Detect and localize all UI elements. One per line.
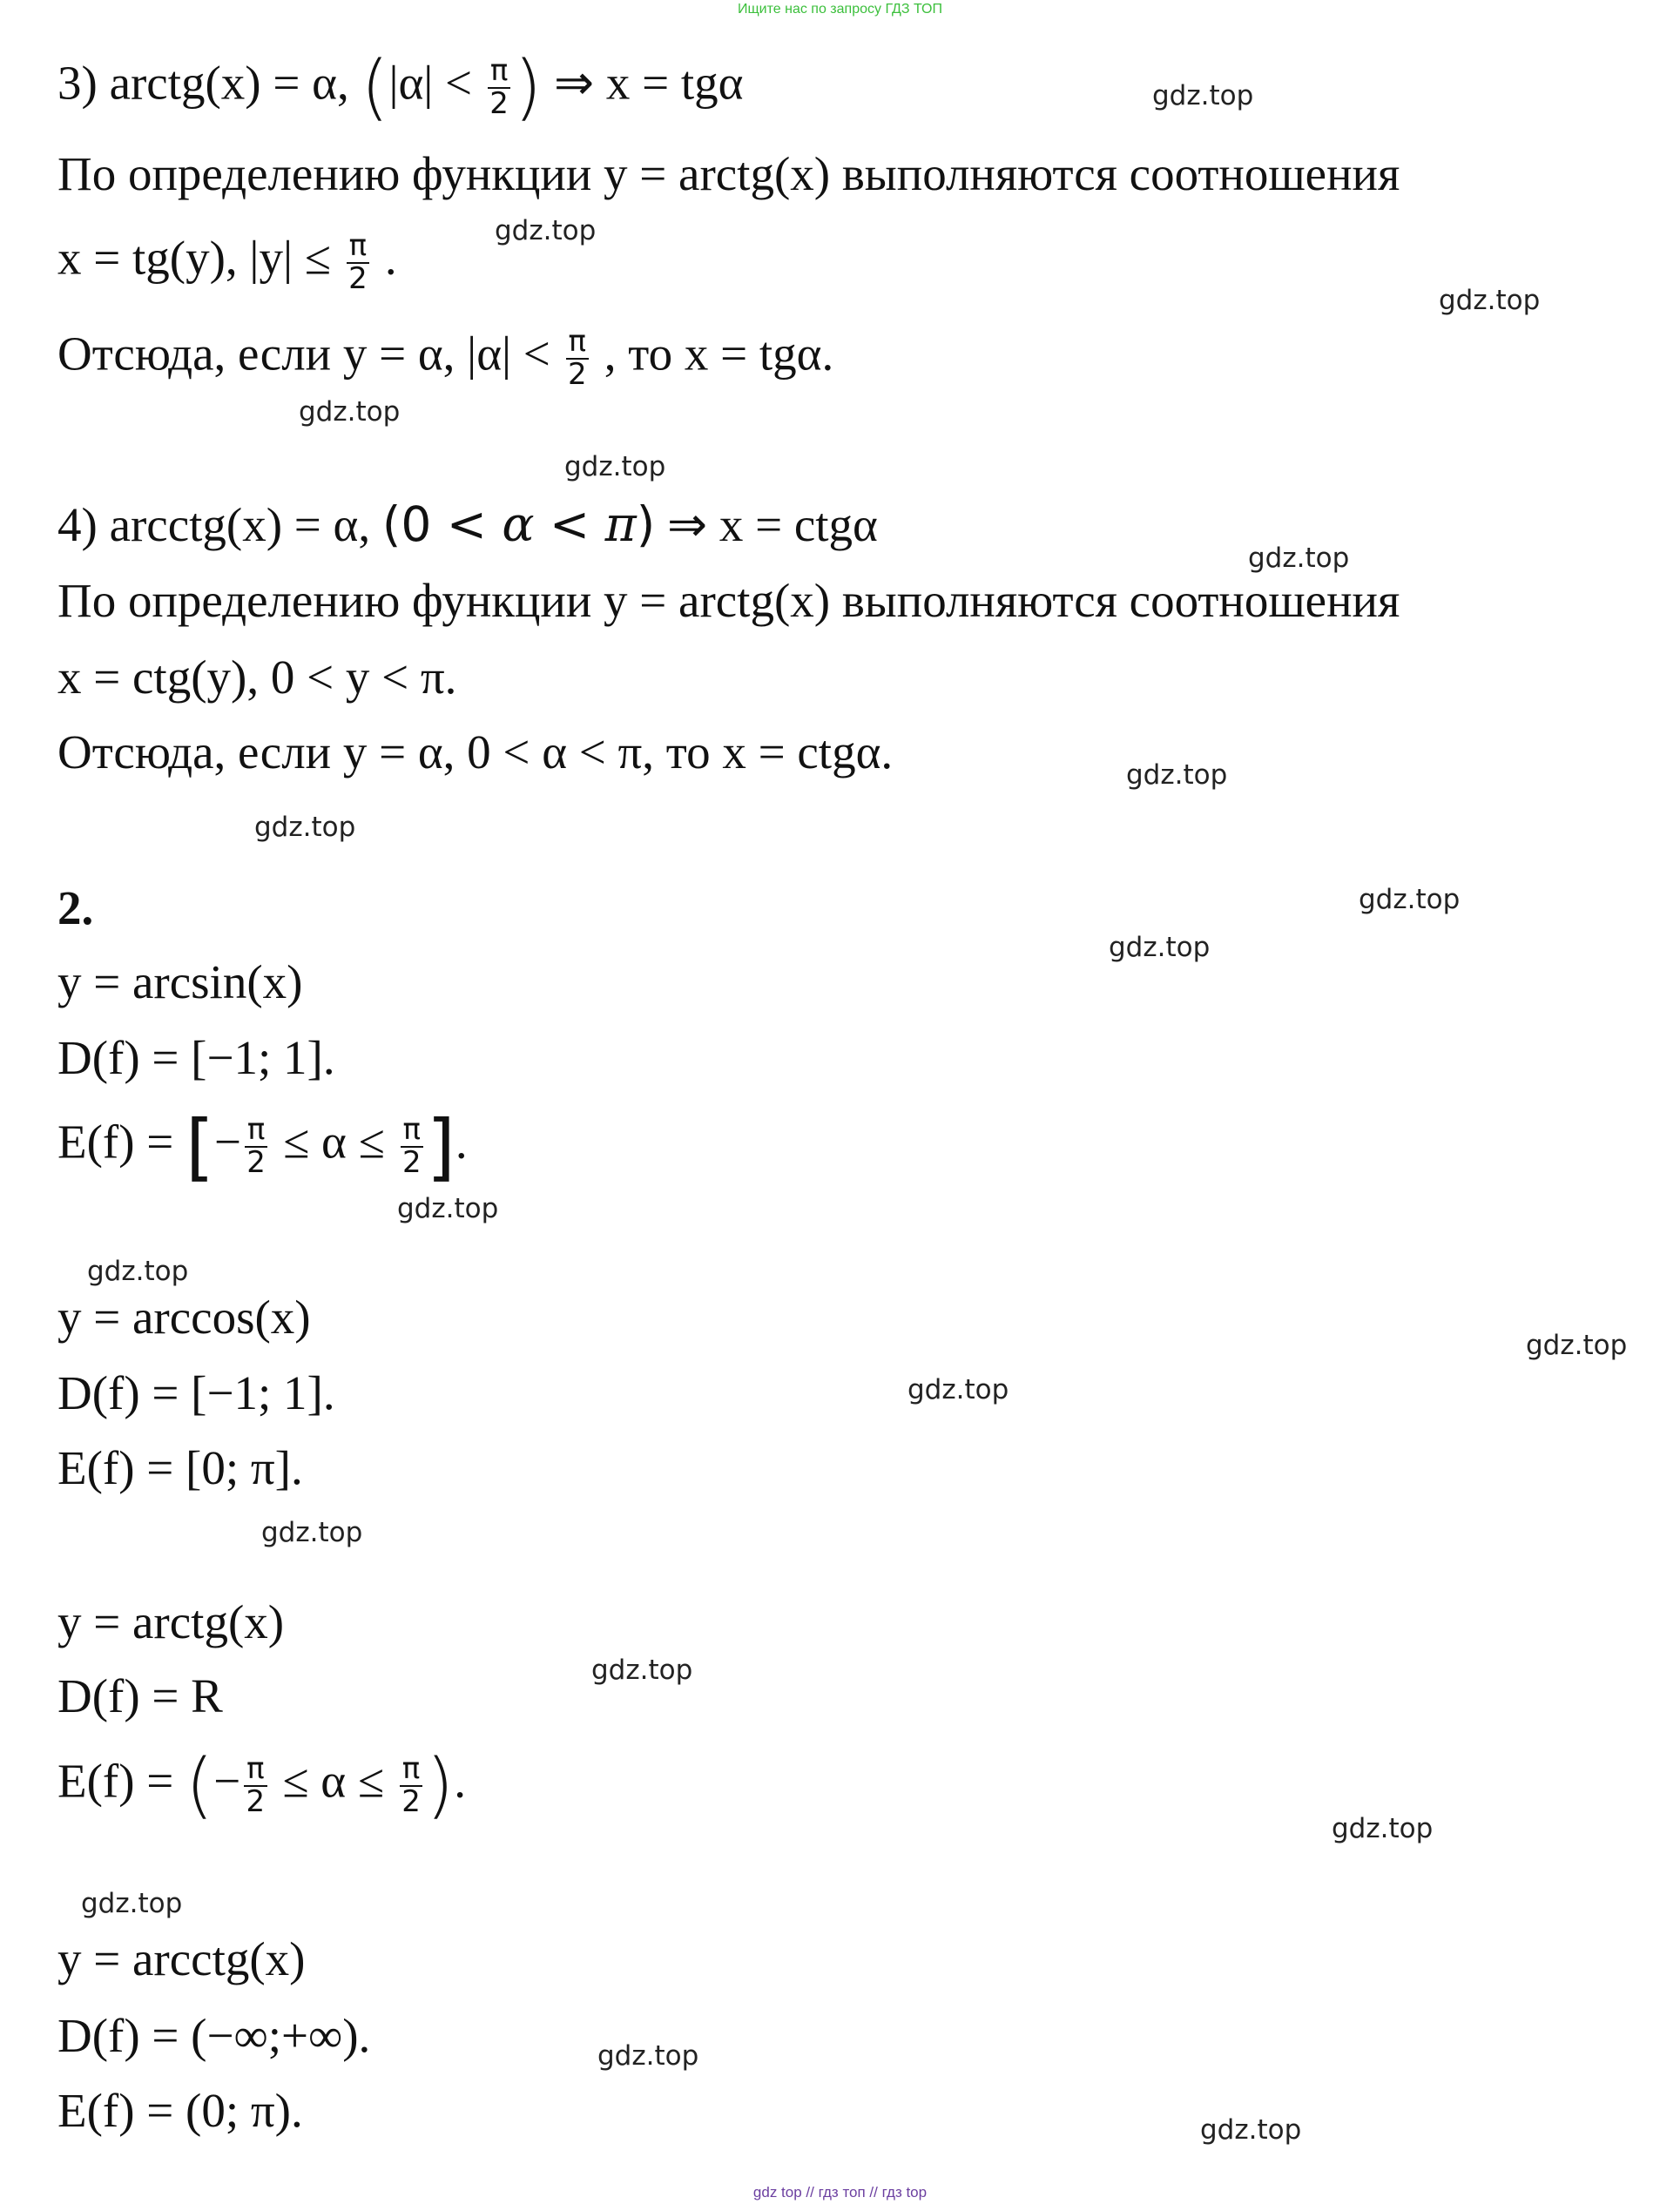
s4-relation: x = ctg(y), 0 < y < π. <box>57 650 457 704</box>
arctg-domain: D(f) = R <box>57 1669 223 1722</box>
watermark: gdz.top <box>907 1374 1009 1405</box>
watermark: gdz.top <box>299 396 401 428</box>
fraction-pi-over-2: $\frac{\pi}{2}$ <box>400 1754 422 1817</box>
watermark: gdz.top <box>81 1888 183 1919</box>
arcctg-range: E(f) = (0; π). <box>57 2084 303 2137</box>
s3-conclusion: Отсюда, если y = α, |α| < $\frac{\pi}{2}$ , то x = tgα. <box>57 324 834 392</box>
watermark: gdz.top <box>261 1517 363 1548</box>
watermark: gdz.top <box>1248 543 1350 574</box>
fraction-pi-over-2: $\frac{\pi}{2}$ <box>566 327 589 390</box>
arcsin-domain: D(f) = [−1; 1]. <box>57 1031 335 1084</box>
s4-definition: По определению функции y = arctg(x) выполняются соотношения <box>57 574 1400 627</box>
s3-formula: 3) arctg(x) = α, (|α| < $\frac{\pi}{2}$ ) ⇒ x = tgα <box>57 46 744 129</box>
fraction-pi-over-2: $\frac{\pi}{2}$ <box>244 1754 267 1817</box>
watermark: gdz.top <box>597 2040 699 2072</box>
s4-conclusion: Отсюда, если y = α, 0 < α < π, то x = ctgα. <box>57 725 894 778</box>
watermark: gdz.top <box>397 1193 499 1224</box>
fraction-pi-over-2: $\frac{\pi}{2}$ <box>401 1115 423 1178</box>
arccos-domain: D(f) = [−1; 1]. <box>57 1366 335 1419</box>
watermark: gdz.top <box>87 1256 189 1287</box>
arcsin-range: E(f) = [− $\frac{\pi}{2}$ ≤ α ≤ $\frac{\pi}{2}$ ]. <box>57 1104 468 1190</box>
s4-formula: 4) arcctg(x) = α, (0 < α < π) ⇒ x = ctgα <box>57 496 878 552</box>
arccos-range: E(f) = [0; π]. <box>57 1441 303 1494</box>
top-banner[interactable]: Ищите нас по запросу ГДЗ ТОП <box>738 2 942 17</box>
watermark: gdz.top <box>1359 884 1461 915</box>
arcctg-func: y = arcctg(x) <box>57 1932 306 1985</box>
fraction-pi-over-2: $\frac{\pi}{2}$ <box>245 1115 267 1178</box>
s3-relation: x = tg(y), |y| ≤ $\frac{\pi}{2}$ . <box>57 228 397 296</box>
bottom-banner[interactable]: gdz top // гдз топ // гдз top <box>752 2184 928 2201</box>
watermark: gdz.top <box>254 812 356 843</box>
watermark: gdz.top <box>495 215 597 246</box>
watermark: gdz.top <box>591 1655 693 1686</box>
watermark: gdz.top <box>1526 1330 1628 1361</box>
fraction-pi-over-2: $\frac{\pi}{2}$ <box>347 231 369 294</box>
arccos-func: y = arccos(x) <box>57 1291 311 1344</box>
part2-heading: 2. <box>57 881 94 934</box>
watermark: gdz.top <box>564 451 666 482</box>
s3-definition: По определению функции y = arctg(x) выполняются соотношения <box>57 147 1400 200</box>
watermark: gdz.top <box>1126 759 1228 791</box>
arcsin-func: y = arcsin(x) <box>57 955 303 1008</box>
watermark: gdz.top <box>1152 80 1254 111</box>
arcctg-domain: D(f) = (−∞;+∞). <box>57 2009 371 2062</box>
arctg-func: y = arctg(x) <box>57 1595 285 1648</box>
watermark: gdz.top <box>1200 2114 1302 2146</box>
fraction-pi-over-2: $\frac{\pi}{2}$ <box>488 56 510 119</box>
arctg-range: E(f) = (− $\frac{\pi}{2}$ ≤ α ≤ $\frac{\pi}{2}$ ). <box>57 1744 466 1827</box>
watermark: gdz.top <box>1332 1813 1434 1844</box>
watermark: gdz.top <box>1439 285 1541 316</box>
watermark: gdz.top <box>1109 932 1211 963</box>
